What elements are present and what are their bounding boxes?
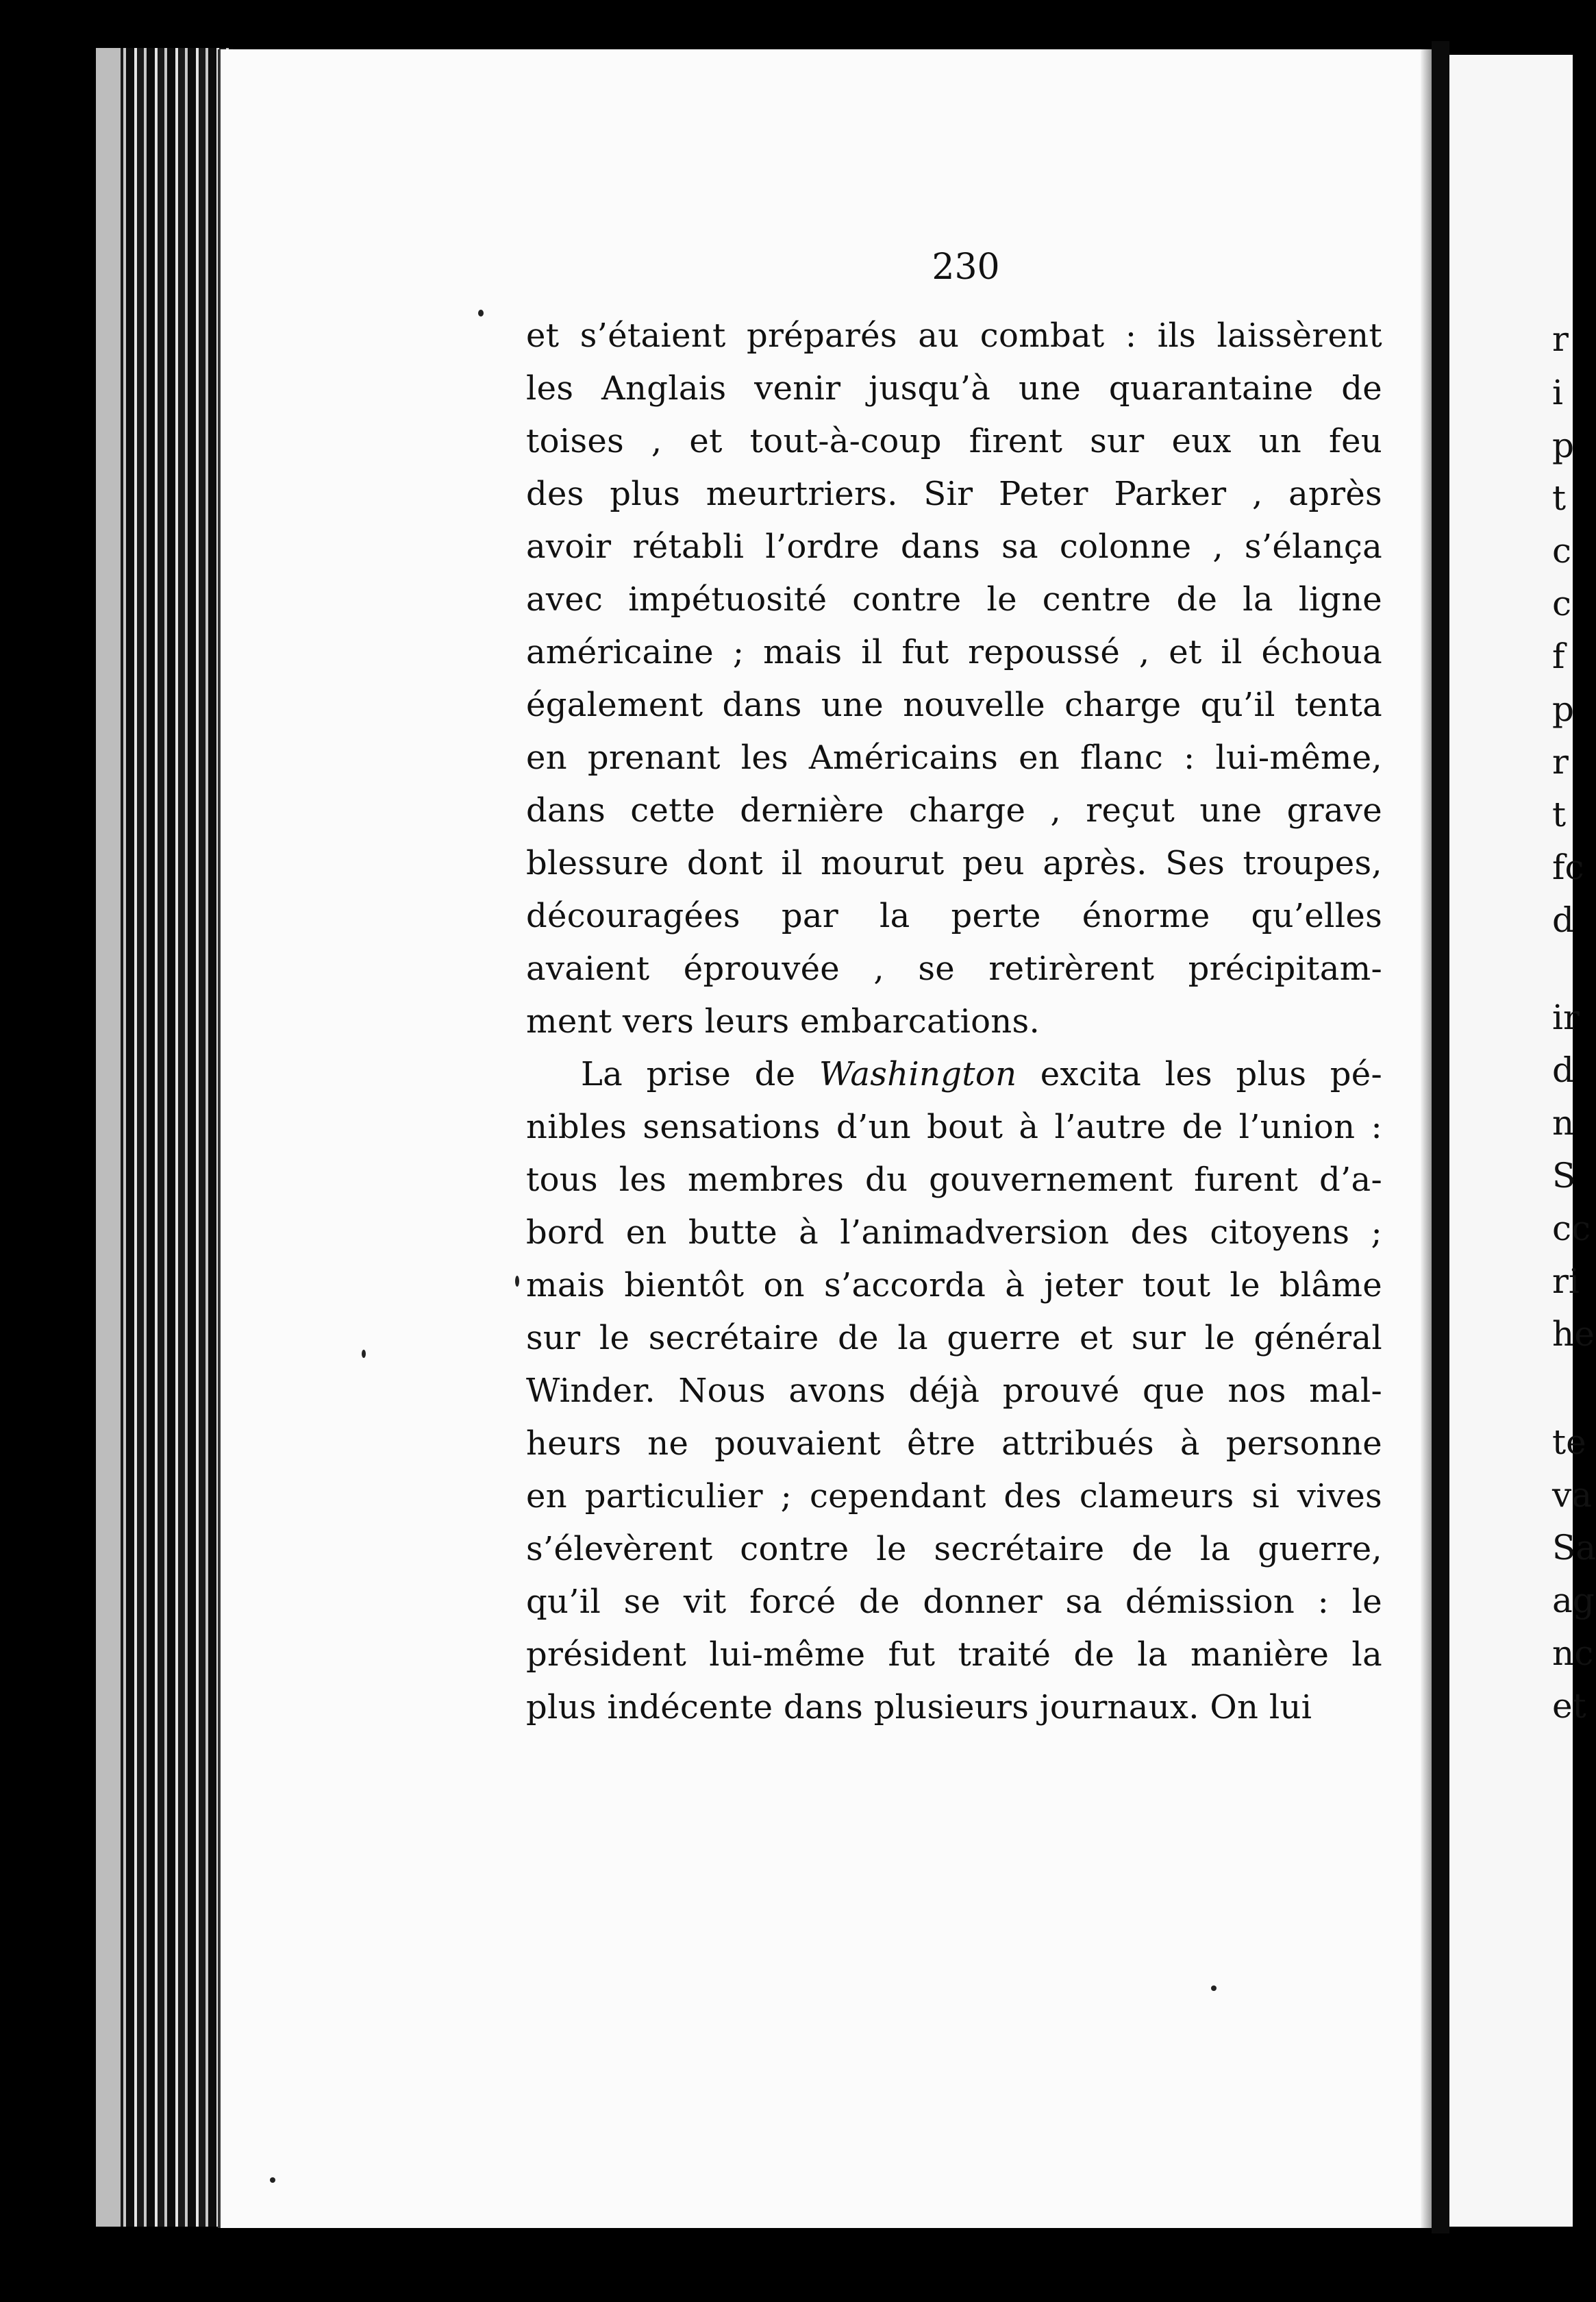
facing-page-letter: ri: [1552, 1261, 1580, 1301]
facing-page-letter: S: [1552, 1156, 1576, 1196]
text-line: Winder. Nous avons déjà prouvé que nos mal-: [526, 1372, 1382, 1410]
facing-page-letter: c: [1552, 584, 1572, 623]
facing-page-letter: c: [1552, 531, 1572, 571]
text-line: des plus meurtriers. Sir Peter Parker , après: [526, 475, 1382, 513]
page-number: 230: [932, 247, 1000, 288]
text-line: tous les membres du gouvernement furent d’a-: [526, 1161, 1382, 1199]
paragraph-start-line: [526, 1048, 1382, 1101]
facing-page-letter: ag: [1552, 1581, 1595, 1620]
facing-page-letter: i: [1552, 373, 1563, 412]
facing-page-letter: ir: [1552, 998, 1580, 1037]
text-line: et s’étaient préparés au combat : ils laissèrent: [526, 317, 1382, 355]
scan-speck: [1211, 1985, 1217, 1991]
facing-page-letter: cc: [1552, 1209, 1591, 1248]
text-line: américaine ; mais il fut repoussé , et il échoua: [526, 633, 1382, 671]
facing-page-fragment: [1449, 55, 1596, 2227]
text-line: avoir rétabli l’ordre dans sa colonne , s’élança: [526, 528, 1382, 566]
outer-edge-highlight: [96, 48, 121, 2227]
text-segment: La prise de: [581, 1055, 819, 1093]
facing-page-letter: t: [1552, 795, 1567, 834]
book-page-edges: [96, 48, 233, 2227]
body-text: [526, 310, 1382, 1734]
text-line: avaient éprouvée , se retirèrent précipitam-: [526, 950, 1382, 988]
text-line: bord en butte à l’animadversion des citoyens ;: [526, 1213, 1382, 1252]
scan-speck: [515, 1276, 519, 1287]
facing-page-letter: p: [1552, 425, 1575, 465]
text-line: s’élevèrent contre le secrétaire de la guerre,: [526, 1530, 1382, 1568]
facing-page-letter: n: [1552, 1103, 1575, 1143]
scan-speck: [362, 1350, 366, 1358]
facing-page-letter: nc: [1552, 1633, 1594, 1673]
text-line: sur le secrétaire de la guerre et sur le général: [526, 1319, 1382, 1357]
facing-page-letter: t: [1552, 478, 1567, 518]
text-line: heurs ne pouvaient être attribués à personne: [526, 1424, 1382, 1463]
facing-page-letter: p: [1552, 689, 1575, 729]
facing-page-letter: fc: [1552, 847, 1584, 887]
scan-speck: [478, 310, 484, 317]
facing-page-letter: d: [1552, 1050, 1575, 1090]
facing-page-letter: r: [1552, 742, 1569, 782]
text-line: avec impétuosité contre le centre de la ligne: [526, 580, 1382, 619]
text-line: plus indécente dans plusieurs journaux. On lui: [526, 1688, 1312, 1726]
text-line: mais bientôt on s’accorda à jeter tout le blâme: [526, 1266, 1382, 1304]
text-line: toises , et tout-à-coup firent sur eux un feu: [526, 422, 1382, 460]
facing-page-letter: r: [1552, 319, 1569, 359]
facing-page-letter: f: [1552, 636, 1565, 676]
text-line: en prenant les Américains en flanc : lui-même,: [526, 739, 1382, 777]
scan-speck: [270, 2177, 275, 2183]
text-line: nibles sensations d’un bout à l’autre de l’union :: [526, 1108, 1382, 1146]
facing-page-letter: Sa: [1552, 1528, 1596, 1568]
facing-page-letter: he: [1552, 1314, 1595, 1354]
text-line: également dans une nouvelle charge qu’il tenta: [526, 686, 1382, 724]
text-line: qu’il se vit forcé de donner sa démission : le: [526, 1583, 1382, 1621]
text-line: dans cette dernière charge , reçut une grave: [526, 791, 1382, 830]
facing-page-letter: va: [1552, 1475, 1593, 1515]
text-line: en particulier ; cependant des clameurs si vives: [526, 1477, 1382, 1515]
facing-page-letter: d: [1552, 900, 1575, 940]
facing-page-letter: et: [1552, 1686, 1586, 1726]
text-line: découragées par la perte énorme qu’elles: [526, 897, 1382, 935]
text-line: président lui-même fut traité de la manière la: [526, 1635, 1382, 1674]
italic-place-name: Washington: [819, 1055, 1017, 1093]
book-gutter: [1432, 41, 1449, 2233]
text-line: blessure dont il mourut peu après. Ses troupes,: [526, 844, 1382, 882]
text-segment: excita les plus pé-: [1017, 1055, 1383, 1093]
facing-page-letter: te: [1552, 1422, 1586, 1462]
paragraph-end-line: ment vers leurs embarcations.: [526, 1002, 1040, 1041]
text-line: les Anglais venir jusqu’à une quarantaine de: [526, 369, 1382, 408]
